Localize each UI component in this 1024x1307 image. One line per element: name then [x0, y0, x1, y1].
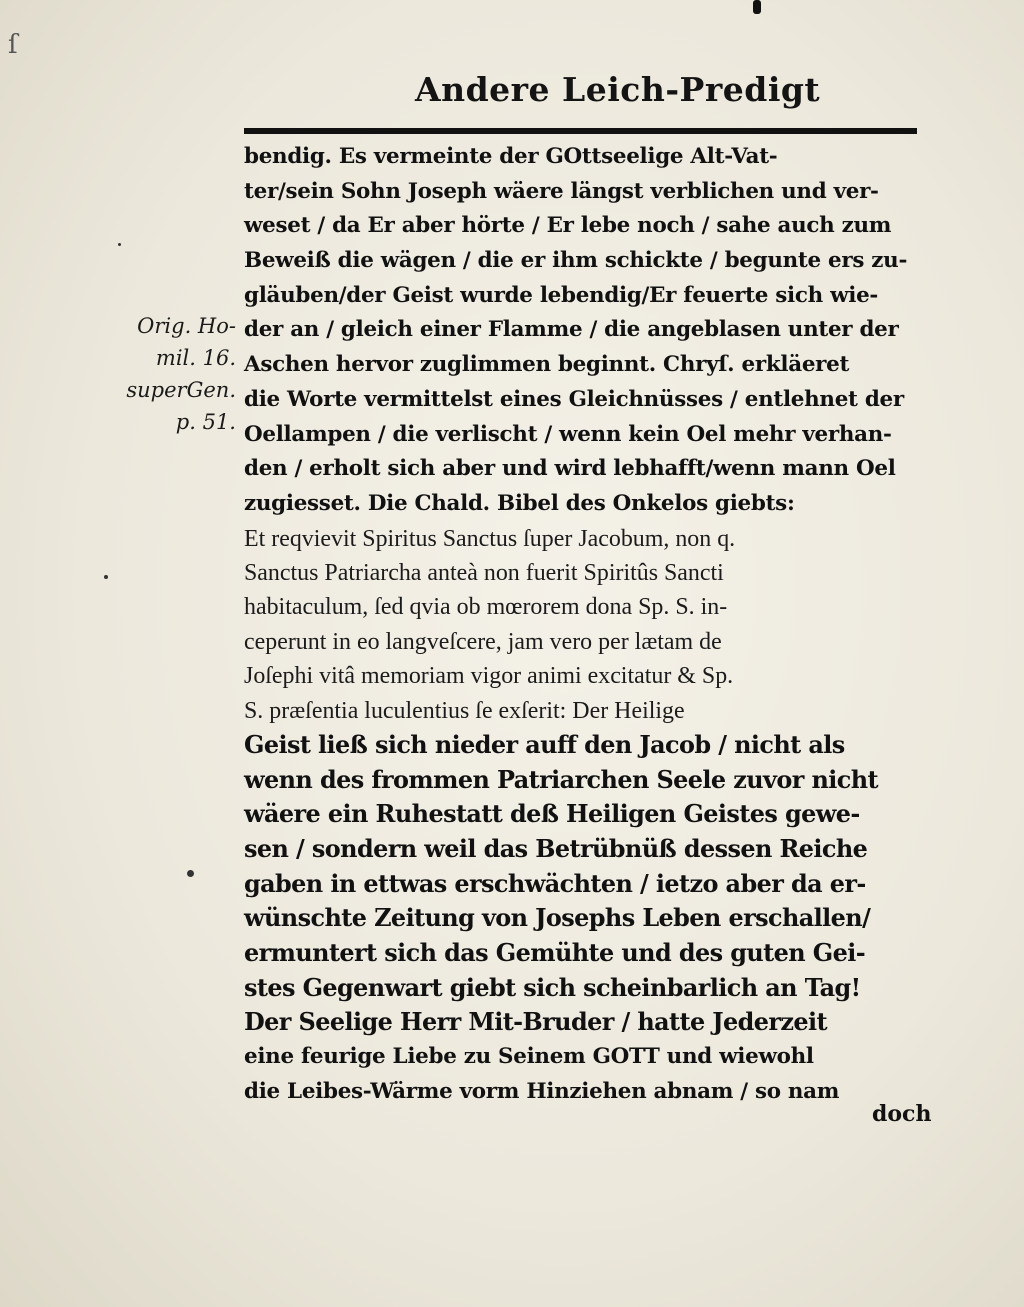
text-line: Der Seelige Herr Mit-Bruder / hatte Jederzeit: [244, 1007, 827, 1037]
text-line: wäere ein Ruhestatt deß Heiligen Geistes gewe-: [244, 799, 860, 829]
text-line: die Worte vermittelst eines Gleichnüsses / entlehnet der: [244, 386, 904, 412]
body-text: [244, 140, 934, 1109]
text-line: gaben in ettwas erschwächten / ietzo aber da er-: [244, 868, 866, 898]
text-line: sen / sondern weil das Betrübnüß dessen Reiche: [244, 833, 868, 863]
text-line: die Leibes-Wärme vorm Hinziehen abnam / so nam: [244, 1078, 840, 1104]
margin-note: [96, 310, 236, 438]
ink-dot: [753, 0, 761, 14]
corner-mark: ſ: [8, 30, 18, 60]
margin-note-line: mil. 16.: [155, 346, 236, 370]
ink-speck: [118, 243, 121, 246]
margin-note-line: superGen.: [126, 378, 236, 402]
page-header: Andere Leich-Predigt: [415, 70, 821, 109]
text-line: eine feurige Liebe zu Seinem GOTT und wiewohl: [244, 1044, 814, 1070]
text-line: bendig. Es vermeinte der GOttseelige Alt-Vat-: [244, 144, 778, 169]
text-line: weset / da Er aber hörte / Er lebe noch / sahe auch zum: [244, 213, 892, 239]
text-line: Joſephi vitâ memoriam vigor animi excitatur & Sp.: [244, 663, 734, 690]
text-line: Oellampen / die verlischt / wenn kein Oel mehr verhan-: [244, 421, 892, 447]
text-line: Sanctus Patriarcha anteà non fuerit Spiritûs Sancti: [244, 559, 724, 586]
text-line: ter/sein Sohn Joseph wäere längst verblichen und ver-: [244, 178, 879, 204]
ink-speck: [104, 575, 108, 579]
text-line: habitaculum, ſed qvia ob mœrorem dona Sp. S. in-: [244, 594, 728, 621]
text-line: Et reqvievit Spiritus Sanctus ſuper Jacobum, non q.: [244, 525, 736, 552]
text-line: ermuntert sich das Gemühte und des guten Gei-: [244, 938, 866, 968]
text-line: stes Gegenwart giebt sich scheinbarlich an Tag!: [244, 972, 861, 1002]
header-rule: [244, 128, 917, 134]
text-line: S. præſentia luculentius ſe exſerit: Der Heilige: [244, 697, 685, 724]
catchword: doch: [872, 1101, 932, 1127]
text-line: wünschte Zeitung von Josephs Leben erschallen/: [244, 903, 871, 933]
text-line: gläuben/der Geist wurde lebendig/Er feuerte sich wie-: [244, 282, 879, 308]
text-line: der an / gleich einer Flamme / die angeblasen unter der: [244, 317, 899, 343]
text-line: ceperunt in eo langveſcere, jam vero per lætam de: [244, 628, 722, 655]
text-line: Geist ließ sich nieder auff den Jacob / nicht als: [244, 729, 845, 759]
text-line: Aschen hervor zuglimmen beginnt. Chryſ. erkläeret: [244, 352, 850, 378]
margin-note-line: Orig. Ho-: [137, 314, 236, 338]
text-line: wenn des frommen Patriarchen Seele zuvor nicht: [244, 764, 879, 794]
text-line: zugiesset. Die Chald. Bibel des Onkelos giebts:: [244, 490, 795, 516]
text-line: den / erholt sich aber und wird lebhafft/wenn mann Oel: [244, 456, 896, 482]
ink-speck: [187, 870, 194, 877]
margin-note-line: p. 51.: [175, 410, 236, 434]
text-line: Beweiß die wägen / die er ihm schickte / begunte ers zu-: [244, 248, 908, 274]
